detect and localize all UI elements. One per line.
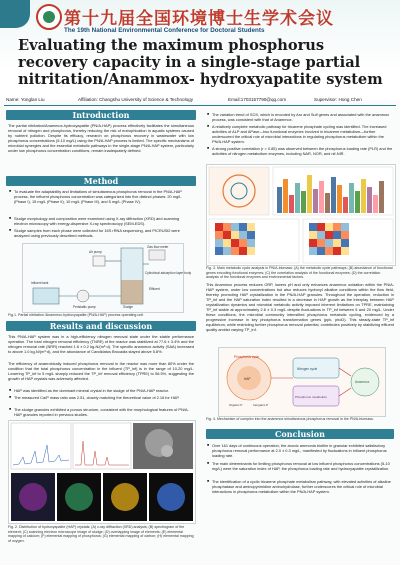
section-introduction: Introduction xyxy=(6,110,196,120)
conclusion-item: ■ The main determinants for limiting phosphorus removal at low influent phosphorus concentrations (5-10 mg/L) were the saturation index of HAP, the phosphorus loading rate and hydroxyapatite crystallization. xyxy=(212,461,394,476)
results-text-1: This PN/A-HAP system was in a high-efficiency nitrogen removal state under the stable performance operation. The total nitrogen removal efficiency (TNRE) of the reactor was stabilized at 77.6 ± 3.4% and the nitrogen removal rate (NRR) reached 1.6 ± 0.2 kg-N/(m³·d). The specific anammox activity (SAA) increased to above 1.0 kg-N/(m³·d), and the abundance of Candidatus Brocadia stayed above 5.8%. xyxy=(8,334,194,354)
figure-3-caption: Fig. 3. Main metabolic cycle analysis in PN/A-biomass: (A) the metabolic cycle pathways; (B) abundance of functional genes encoding functional enzymes; (C) the correlation analysis of the functional enzymes; (D) the correlation analysis of the functional enzymes and environmental factors. xyxy=(206,266,393,280)
diagram-label: Gas flow meter xyxy=(147,245,169,249)
conference-title-en: The 19th National Environmental Conference for Doctoral Students xyxy=(64,27,265,34)
author-affiliation: Affiliation: Changshu University of Science & Technology xyxy=(78,97,193,102)
mechanism-label: Inorganic P xyxy=(253,403,269,407)
header-divider xyxy=(4,105,396,106)
method-item: ■ To evaluate the adaptability and limitations of simultaneous phosphorus removal in the PN/A-HAP process, the influent phosphorus concentration was categorized into five distinct phases: 20 mg/L (Phase I), 15 mg/L (Phase II), 10 mg/L (Phase III), and 5 mg/L (Phase IV). xyxy=(14,189,194,214)
supervisor: Supervisor: Hong Chen xyxy=(314,97,362,102)
figure-hap-characterization xyxy=(8,420,196,524)
figure-metabolic-analysis xyxy=(206,164,396,266)
author-email: Email:1703157790@qq.com xyxy=(228,97,287,102)
conference-logo xyxy=(36,4,62,30)
right-item: ■ A strong positive correlation (r > 0.85) was observed between the phosphorus loading rate (PLR) and the activities of nitrogen metabolism enzymes, including NAR, NOR, and nif-NIR. xyxy=(212,146,394,161)
figure-mechanism xyxy=(218,347,386,417)
diagram-label: Sludge xyxy=(123,305,133,309)
mechanism-label: Nitrogen cycle xyxy=(297,367,318,371)
figure-1-caption: Fig.1. Partial nitritation /Anammox-hydroxyapatite (PN/A-HAP) process operating unit xyxy=(8,313,144,317)
results-item: ■ HAP was identified as the dominant mineral crystal in the sludge of the PN/A-HAP reactor. xyxy=(14,388,194,393)
mechanism-label: Anammox xyxy=(355,380,370,384)
author-info-bar xyxy=(4,97,396,104)
introduction-text: The partial nitritation/Anammox-hydroxyapatite (PN/A-HAP) process effectively facilitates the simultaneous removal of nitrogen and phosphorus, thereby reducing the risk of eutrophication in aquatic systems caused by nutrient pollution. Despite its efficacy, research on phosphorus recovery in wastewater with low phosphorus concentrations (5-10 mg/L) using the PN/A-HAP process is limited. The specific mechanisms of microbial synergies and the essential metabolic pathways in the single-stage PN/A-HAP system, particularly under low phosphorus concentration conditions, remain inadequately defined. xyxy=(8,123,194,153)
mechanism-label: Phosphorus cycle xyxy=(234,355,260,359)
conference-title-cn: 第十九届全国环境博士生学术会议 xyxy=(64,9,334,29)
results-item: ■ The sludge granules exhibited a porous structure, consistent with the morphological features of PN/A-HAP granules reported in previous studies. xyxy=(14,407,194,417)
conclusion-item: ■ The identification of a cyclic tricarene phosphate metabolism pathway, with elevated activities of alkaline phosphatase and aminopyrimidine aminohydrolase, further underscores the critical role of microbial interactions in phosphorus metabolism within the PN/A-HAP system. xyxy=(212,479,394,499)
section-conclusion: Conclusion xyxy=(206,429,394,439)
diagram-label: Influent tank xyxy=(31,281,49,285)
right-item: ■ The variation trend of SOX, which is encoded by Aro and Sulf genes and associated with the anammox process, was consistent with that of Anammox. xyxy=(212,112,394,122)
section-method: Method xyxy=(6,176,196,186)
figure-reactor-diagram xyxy=(22,243,192,313)
mechanism-label: Phosphorus metabolism xyxy=(295,395,328,399)
right-item: ■ A relatively complete metabolic pathway for tricarene phosphate cycling was identified. The increased activities of ALP and APase—two functional enzymes involved in tricarene metabolism—further underscored the critical role of microbial interactions in regulating phosphorus metabolism within the PN/A-HAP system. xyxy=(212,124,394,144)
mechanism-label: Organic P xyxy=(229,403,243,407)
diagram-label: Air pump xyxy=(89,250,102,254)
hap-panels-svg xyxy=(9,421,195,523)
reactor-diagram-svg xyxy=(23,244,192,312)
conclusion-item: ■ Over 161 days of continuous operation, the anoxic ammonia biofilm in granular exhibited satisfactory phosphorus removal performance at 2.0 ± 0.3 mg/L, manifested by fluctuations in influent phosphorus loading rate. xyxy=(212,443,394,458)
discussion-text: This Anammox process reduces ORP, lowers pH and only enhances anammox oxidation within the PN/A-HAP system, under low concentrations but also reduces hydroxyl alkaline conditions within the flow field, thereby promoting HAP crystallization in the PN/A-HAP granules. Throughout the operation, reduction in TP_inf and the HAP saturation index resulted in a decrease in HAP growth as the interplay between HAP crystallization dynamics and microbial metabolic activity imposed inherent limitations on TPRE, maintaining TP_inf stable at approximately 2.6 ± 0.3 mg/L despite fluctuations in TP_inf between 5 and 20 mg/L. Under these conditions, the microbial community intensified phosphorus metabolic cycling, evidenced by a progressive increase in key phosphorus transformation genes (ppk, phoD). This steady-state TP_inf equilibrium, while restricting further phosphorus removal potential, contributes positively by stabilizing effluent quality amidst varying TP_inf. xyxy=(206,282,394,332)
diagram-label: Cylindrical adsorption layer body xyxy=(145,271,192,275)
metabolic-analysis-svg xyxy=(207,165,395,265)
section-results: Results and discussion xyxy=(6,321,196,331)
poster-title: Evaluating the maximum phosphorus recovery capacity in a single-stage partial nitritation/Anammox- hydroxyapatite system xyxy=(18,37,383,88)
diagram-label: Peristaltic pump xyxy=(73,305,96,309)
method-item: ■ Sludge morphology and composition were examined using X-ray diffraction (XRD) and scanning electron microscopy with energy-dispersive X-ray spectroscopy (SEM-EDS). xyxy=(14,216,194,226)
author-name: Name: Yonglan Liu xyxy=(6,97,45,102)
mechanism-label: HAP xyxy=(244,377,251,381)
mechanism-svg xyxy=(219,348,385,416)
figure-2-caption: Fig. 2. Distribution of hydroxyapatite (HAP) crystals: (A) x-ray diffraction (XRD) analysis; (B) spectrogram of the element; (C) scanning electron microscope image of sludge; (D) overlapping image of elements; (E) elemental mapping of calcium; (F) elemental mapping of phosphorus; (G) elemental mapping of carbon; (H) elemental mapping of oxygen. xyxy=(8,525,194,543)
corner-decoration xyxy=(0,0,30,28)
results-text-2: The efficiency of anaerobically induced phosphorus removal in the reactor was more than 80% under the condition that the total phosphorus concentration in the influent (TP_inf) is in the range of 10-20 mg/L. Lowering TP_inf to 5 mg/L sharply reduced the TP_inf removal efficiency (TPRE) to 56.5%, suggesting the growth of HAP crystals was adversely affected. xyxy=(8,361,194,381)
diagram-label: Effluent xyxy=(149,287,160,291)
results-item: ■ The measured Ca/P mass ratio was 2.51, closely matching the theoretical value of 2.16 for HAP. xyxy=(14,395,194,405)
figure-4-caption: Fig. 4. Mechanism of complex into the anammox simultaneous phosphorus removal in the PN/A-biomass. xyxy=(206,417,374,421)
method-item: ■ Sludge samples from each phase were collected for 16S rRNA sequencing, and PICRUSt2 were analyzed using previously described methods. xyxy=(14,228,194,238)
